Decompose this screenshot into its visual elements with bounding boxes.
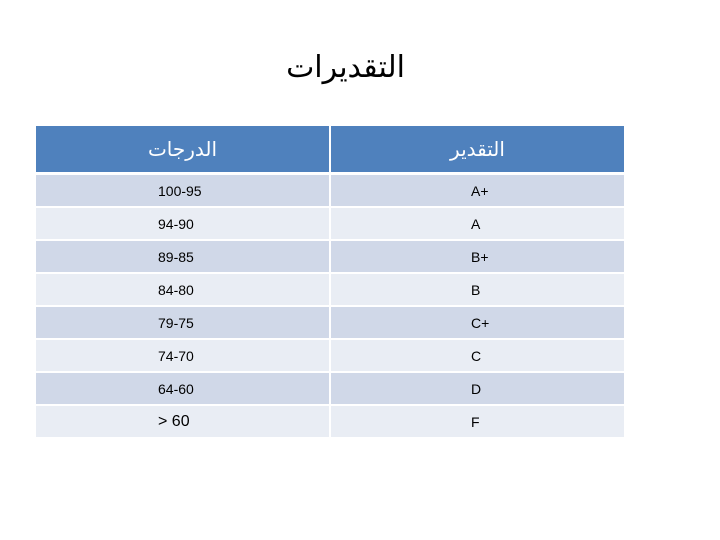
score-range-cell: 100-95 <box>36 174 330 208</box>
grade-cell: A <box>330 207 624 240</box>
grade-cell: A+ <box>330 174 624 208</box>
score-range-cell: 89-85 <box>36 240 330 273</box>
grade-cell: C+ <box>330 306 624 339</box>
table-row <box>36 306 624 339</box>
table-row <box>36 240 624 273</box>
header-grade: التقدير <box>330 126 624 174</box>
score-range-cell: 79-75 <box>36 306 330 339</box>
score-range-cell: 84-80 <box>36 273 330 306</box>
table-row <box>36 372 624 405</box>
table-row <box>36 273 624 306</box>
header-scores: الدرجات <box>36 126 330 174</box>
grade-cell: B <box>330 273 624 306</box>
table-header-row <box>36 126 624 174</box>
table-row <box>36 174 624 208</box>
score-range-cell: 94-90 <box>36 207 330 240</box>
grade-cell: B+ <box>330 240 624 273</box>
score-range-cell: 74-70 <box>36 339 330 372</box>
table-row <box>36 339 624 372</box>
table-row <box>36 207 624 240</box>
grade-cell: F <box>330 405 624 438</box>
page-title: التقديرات <box>286 50 405 85</box>
score-range-cell: 64-60 <box>36 372 330 405</box>
table-row <box>36 405 624 438</box>
score-range-cell: > 60 <box>36 405 330 438</box>
grade-cell: D <box>330 372 624 405</box>
grade-cell: C <box>330 339 624 372</box>
grades-table <box>36 126 624 439</box>
